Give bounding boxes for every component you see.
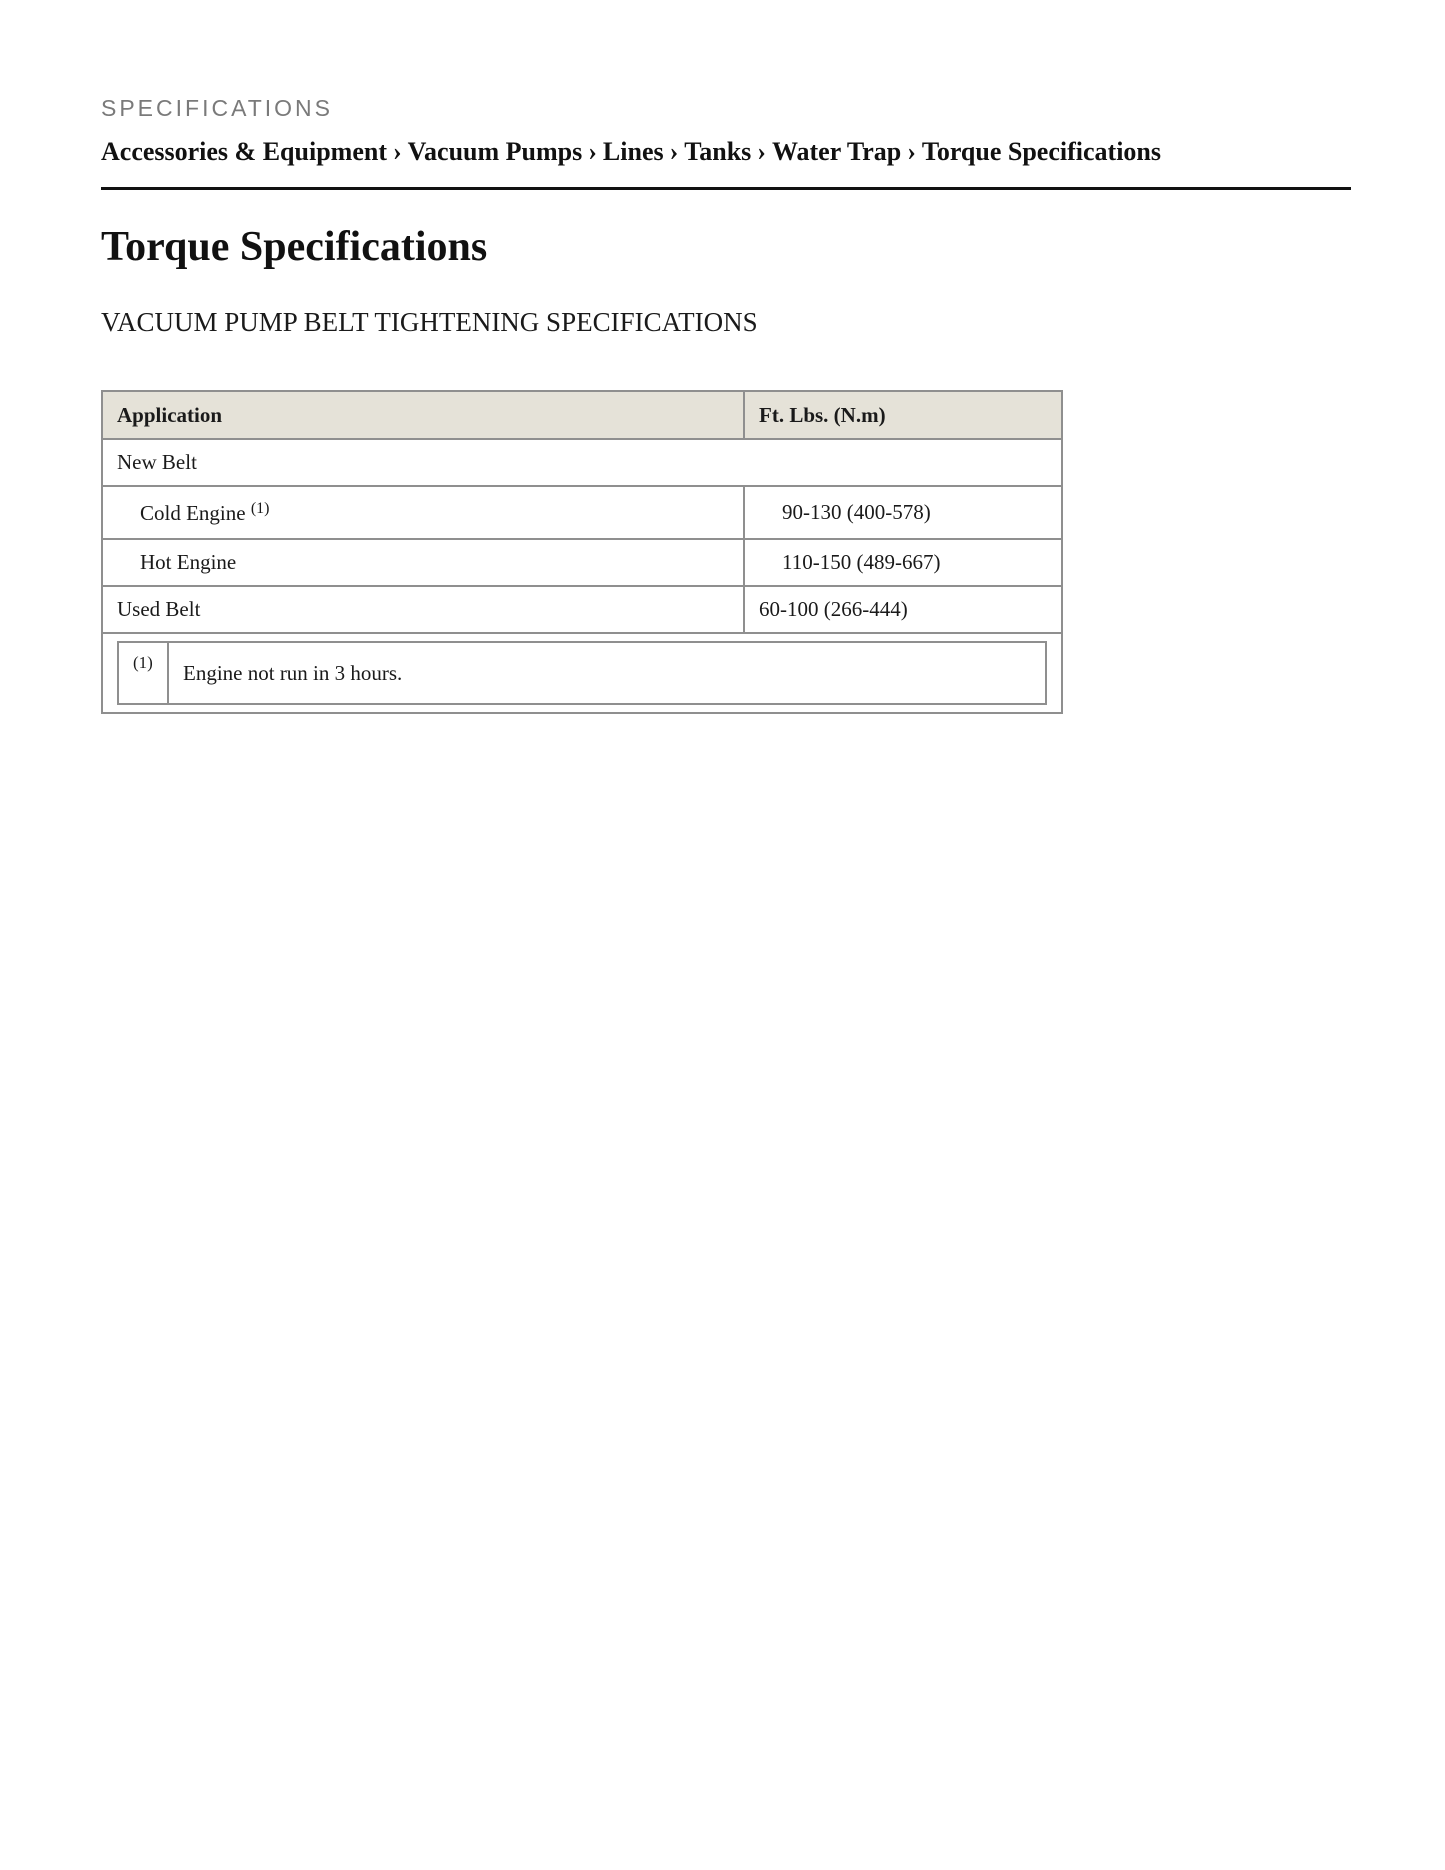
page-title: Torque Specifications: [101, 224, 488, 270]
table-caption: VACUUM PUMP BELT TIGHTENING SPECIFICATIONS: [101, 307, 758, 337]
breadcrumb-separator: ›: [907, 137, 916, 166]
breadcrumb-item[interactable]: Water Trap: [771, 137, 902, 166]
table-row: [102, 439, 1062, 486]
torque-value-cell: 60-100 (266-444): [744, 586, 1062, 633]
section-label: SPECIFICATIONS: [101, 95, 333, 121]
column-header-application: Application: [102, 391, 744, 439]
table-row: [102, 486, 1062, 539]
breadcrumb-item[interactable]: Tanks: [684, 137, 752, 166]
table-row: [102, 539, 1062, 586]
breadcrumb-item-current: Torque Specifications: [921, 137, 1161, 166]
table-row: [102, 586, 1062, 633]
torque-value-cell: 90-130 (400-578): [744, 486, 1062, 539]
footnote-container: [102, 633, 1062, 713]
breadcrumb-item[interactable]: Vacuum Pumps: [407, 137, 583, 166]
breadcrumb-separator: ›: [757, 137, 766, 166]
breadcrumb-separator: ›: [588, 137, 597, 166]
footnote-ref[interactable]: (1): [250, 499, 270, 517]
application-cell: Hot Engine: [102, 539, 744, 586]
breadcrumb: [101, 137, 1161, 167]
footnote-text: Engine not run in 3 hours.: [168, 642, 1046, 704]
application-cell: [102, 486, 744, 539]
footnote-mark: (1): [118, 642, 168, 704]
footnote-row: [102, 633, 1062, 713]
column-header-torque: Ft. Lbs. (N.m): [744, 391, 1062, 439]
application-cell: Used Belt: [102, 586, 744, 633]
breadcrumb-separator: ›: [392, 137, 402, 166]
breadcrumb-item[interactable]: Lines: [602, 137, 664, 166]
breadcrumb-item[interactable]: Accessories & Equipment: [101, 137, 387, 166]
row-group-label: New Belt: [102, 439, 1062, 486]
spec-table: [101, 390, 1063, 714]
footnote: [118, 642, 1046, 704]
table-header-row: [102, 391, 1062, 439]
breadcrumb-separator: ›: [669, 137, 679, 166]
footnote-table: [117, 641, 1047, 705]
header-divider: [101, 187, 1351, 190]
application-label: Cold Engine: [140, 500, 246, 525]
torque-value-cell: 110-150 (489-667): [744, 539, 1062, 586]
